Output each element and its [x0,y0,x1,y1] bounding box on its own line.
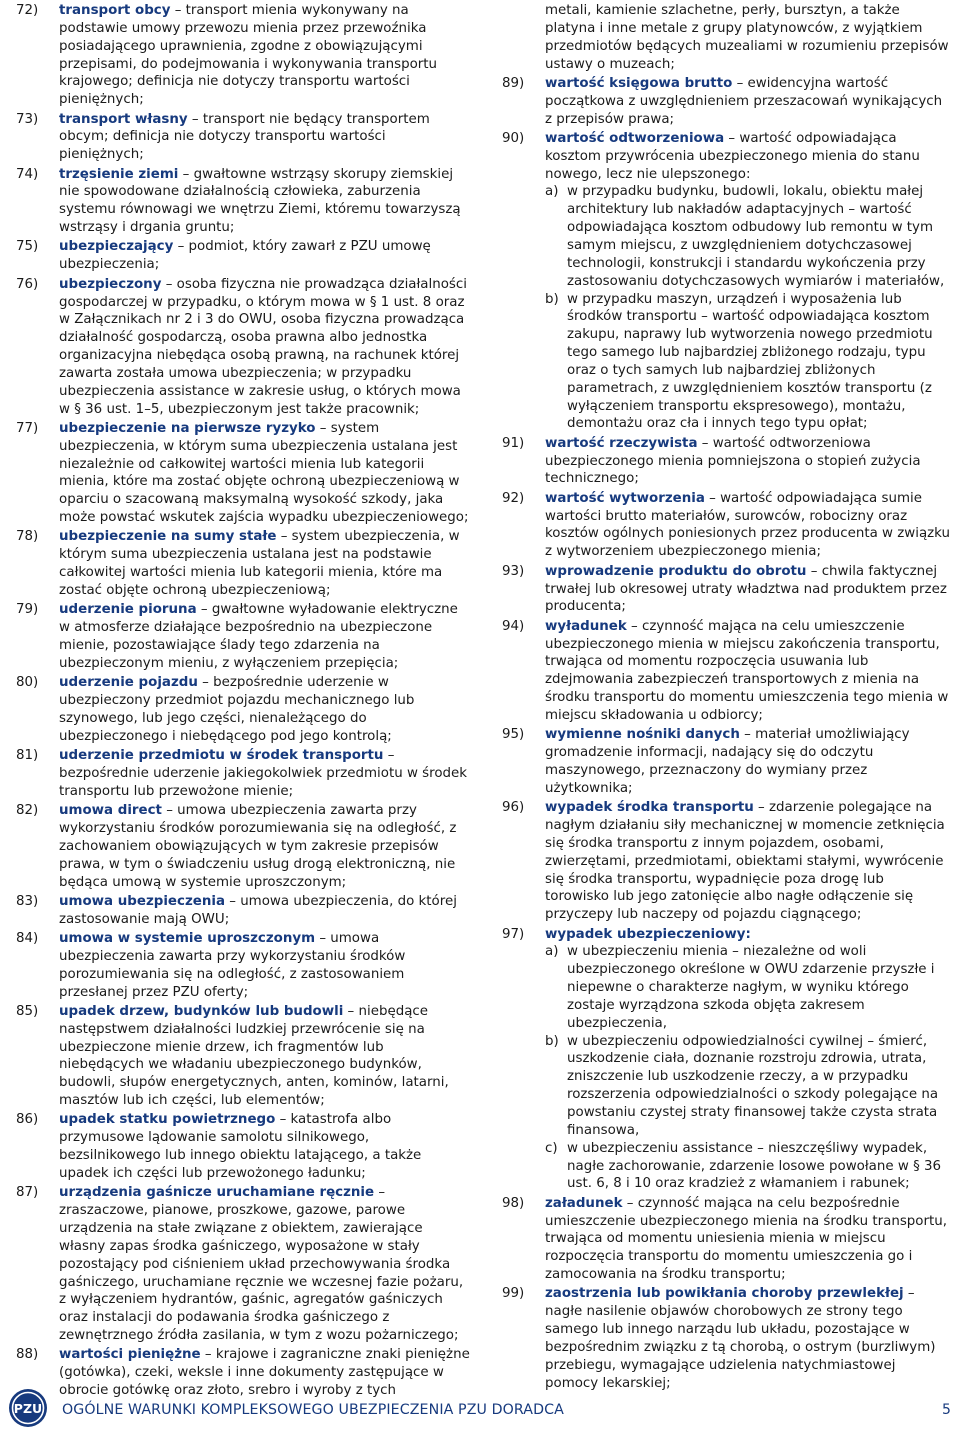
definition-number: 79) [16,602,39,618]
subitem-text: w ubezpieczeniu assistance – nieszczęśliwy wypadek, nagłe zachorowanie, zdarzenie losowe powołane w § 36 ust. 6, 8 i 10 oraz kradzież z włamaniem i rabunek; [567,1140,942,1192]
definition-term: zaostrzenia lub powikłania choroby przewlekłej [545,1286,904,1302]
definition-item [502,726,952,797]
definition-text: – wartość odpowiadająca sumie wartości brutto materiałów, surowców, robocizny oraz kosztów ogólnych poniesionych przez producenta w związku z wytworzeniem ubezpieczonego mienia; [545,490,951,560]
definition-item [16,420,472,527]
definition-text: – katastrofa albo przymusowe lądowanie samolotu silnikowego, bezsilnikowego lub innego obiektu latającego, a także upadek ich części lub przewożonego ładunku; [59,1112,422,1181]
subitem-label: a) [545,184,559,200]
definition-term: wartości pieniężne [59,1347,201,1363]
footer-title: OGÓLNE WARUNKI KOMPLEKSOWEGO UBEZPIECZENIA PZU DORADCA [62,1402,564,1418]
definition-number: 78) [16,529,39,545]
definition-number: 87) [16,1185,39,1201]
definition-text: – wartość odpowiadająca kosztom przywrócenia ubezpieczonego mienia do stanu nowego, lecz nie ulepszonego: [545,130,920,182]
definition-item [16,747,472,801]
definition-term: wypadek środka transportu [545,800,754,816]
definition-item [16,893,472,929]
definition-term: umowa direct [59,803,162,819]
definition-item [502,435,952,489]
definition-text: – niebędące następstwem działalności ludzkiej przewrócenie się na ubezpieczone mienie drzew, ich fragmentów lub niebędących we władaniu ubezpieczonego budynków, budowli, słupów energetycznych, anten, kominów, latarni, masztów lub ich części, lub elementów; [59,1003,449,1109]
definition-number: 72) [16,3,39,18]
definition-term: upadek statku powietrznego [59,1112,276,1128]
definition-text: – umowa ubezpieczenia zawarta przy wykorzystaniu środków porozumiewania się na odległość, z zastosowaniem przesłanej przez PZU oferty; [59,931,406,1000]
definition-text: – nagłe nasilenie objawów chorobowych ze strony tego samego lub innego narządu lub układu, pozostające w bezpośrednim związku z tą chorobą, o ostrym (burzliwym) przebiegu, wymagające udzielenia natychmiastowej pomocy lekarskiej; [545,1286,936,1391]
definition-number: 89) [502,75,525,91]
definition-item [502,75,952,129]
continued-text: metali, kamienie szlachetne, perły, bursztyn, a także platyna i inne metale z grupy platynowców, z wyjątkiem przedmiotów będących muzealiami w rozumieniu przepisów ustawy o muzeach; [545,3,949,72]
definition-term: wyładunek [545,618,627,634]
definition-subitem [545,291,952,434]
definition-term: uderzenie pioruna [59,602,197,618]
definition-number: 86) [16,1112,39,1128]
definition-item [16,1111,472,1182]
definition-number: 98) [502,1195,525,1211]
definition-number: 75) [16,239,39,255]
definition-term: wartość odtworzeniowa [545,130,725,146]
definition-text: – czynność mająca na celu umieszczenie ubezpieczonego mienia w miejscu zakończenia transportu, trwająca od momentu rozpoczęcia usuwania lub zdejmowania zabezpieczeń transportowych z mienia na środku transportu do momentu umieszczenia tego mienia w miejscu składowania u odbiorcy; [545,618,949,723]
right-column [502,2,952,1394]
definition-item [16,1184,472,1345]
definition-text: – gwałtowne wyładowanie elektryczne w atmosferze działające bezpośrednio na ubezpieczone mienie, pozostawiające ślady tego zdarzenia na ubezpieczonym mieniu, z wyłączeniem przepięcia; [59,602,458,671]
subitem-label: a) [545,944,559,960]
definition-number: 85) [16,1003,39,1019]
definition-item [502,1195,952,1284]
subitem-text: w ubezpieczeniu mienia – niezależne od woli ubezpieczonego określone w OWU zdarzenie przyszłe i niepewne o charakterze nagłym, w wyniku którego zostaje wyrządzona szkoda objęta zakresem ubezpieczenia, [567,944,935,1031]
definition-item [502,618,952,725]
definition-number: 83) [16,893,39,909]
definition-item [502,1285,952,1392]
definition-term: wymienne nośniki danych [545,727,740,743]
definition-term: wartość wytworzenia [545,490,705,506]
definition-text: – bezpośrednie uderzenie jakiegokolwiek przedmiotu w środek transportu lub przewożone mienie; [59,748,468,799]
definition-item [502,926,952,1194]
definition-number: 77) [16,420,39,436]
definition-term: umowa w systemie uproszczonym [59,931,316,947]
definition-subitem [545,943,952,1032]
definition-item [16,601,472,672]
definition-text: – zdarzenie polegające na nagłym działaniu siły mechanicznej w momencie zetknięcia się środka transportu z innym pojazdem, osobami, zwierzętami, przedmiotami, obiektami stałymi, wywrócenie się środka transportu, wypadnięcie poza drogę lub torowisko lub jego zatonięcie albo nagłe odłączenie się przyczepy lub naczepy od pojazdu ciągnącego; [545,800,945,923]
definition-text: – transport nie będący transportem obcym; definicja nie dotyczy transportu wartości pieniężnych; [59,111,430,163]
definition-item [502,799,952,924]
definition-text: – krajowe i zagraniczne znaki pieniężne (gotówka), czeki, weksle i inne dokumenty zastępujące w obrocie gotówkę oraz złoto, srebro i wyroby z tych [59,1347,470,1399]
definition-number: 93) [502,563,525,579]
subitem-text: w przypadku maszyn, urządzeń i wyposażenia lub środków transportu – wartość odpowiadająca kosztom zakupu, naprawy lub wytworzenia nowego przedmiotu tego samego lub najbardziej zbliżonego rodzaju, typu oraz o tych samych lub najbardziej zbliżonych parametrach, z uwzględnieniem kosztów transportu (z wyłączeniem transportu ekspresowego), montażu, demontażu oraz cła i innych tego typu opłat; [567,291,933,432]
definition-text: – transport mienia wykonywany na podstawie umowy przewozu mienia przez przewoźnika posiadającego uprawnienia, zgodne z obowiązującymi przepisami, do podejmowania i wykonywania transportu krajowego; definicja nie dotyczy transportu wartości pieniężnych; [59,3,438,108]
definition-term: transport obcy [59,3,171,18]
subitem-label: b) [545,1033,559,1049]
definition-term: ubezpieczony [59,276,162,292]
definition-text: – ewidencyjna wartość początkowa z uwzględnieniem przeszacowań wynikających z przepisów prawa; [545,75,943,127]
definition-text: – umowa ubezpieczenia, do której zastosowanie mają OWU; [59,893,457,927]
definition-number: 74) [16,166,39,182]
definition-item [16,674,472,745]
definition-number: 95) [502,727,525,743]
definition-number: 76) [16,276,39,292]
subitem-text: w przypadku budynku, budowli, lokalu, obiektu małej architektury lub nakładów adaptacyjnych – wartość odpowiadająca kosztom odbudowy lub remontu w tym samym miejscu, z uwzględnieniem dotychczasowej technologii, konstrukcji i standardu wykończenia przy zastosowaniu dotychczasowych wymiarów i materiałów, [567,184,945,289]
definition-item [16,111,472,165]
page-number: 5 [942,1402,951,1418]
subitem-label: c) [545,1140,558,1156]
definition-text: – system ubezpieczenia, w którym suma ubezpieczenia ustalana jest na podstawie całkowitej wartości mienia lub kategorii mienia, które ma zostać objęte ochroną ubezpieczeniową; [59,529,460,598]
definition-term: upadek drzew, budynków lub budowli [59,1003,344,1019]
subitem-label: b) [545,291,559,307]
definition-number: 84) [16,931,39,947]
definition-number: 94) [502,618,525,634]
pzu-logo-icon [8,1388,48,1428]
definition-term: wartość rzeczywista [545,435,698,451]
definition-term: trzęsienie ziemi [59,166,179,182]
definition-text: – materiał umożliwiający gromadzenie informacji, nadający się do odczytu maszynowego, przeznaczony do wymiany przez użytkownika; [545,727,910,796]
definition-term: uderzenie pojazdu [59,675,198,691]
definition-item [502,490,952,561]
definition-term: ubezpieczający [59,239,174,255]
definition-term: ubezpieczenie na pierwsze ryzyko [59,420,316,436]
definition-text: – podmiot, który zawarł z PZU umowę ubezpieczenia; [59,239,431,273]
definition-text: – gwałtowne wstrząsy skorupy ziemskiej nie spowodowane działalnością człowieka, zaburzenia systemu równowagi we wnętrzu Ziemi, któremu towarzyszą wstrząsy i drgania gruntu; [59,166,461,236]
definition-text: – umowa ubezpieczenia zawarta przy wykorzystaniu środków porozumiewania się na odległość, z zachowaniem obowiązujących w tym zakresie przepisów prawa, w tym o świadczeniu usług drogą elektroniczną, nie będąca umową w systemie uproszczonym; [59,803,457,890]
definition-number: 88) [16,1347,39,1363]
definition-item [16,238,472,274]
definition-number: 73) [16,111,39,127]
definition-term: wprowadzenie produktu do obrotu [545,563,807,579]
definition-item [502,130,952,433]
definition-text: – wartość odtworzeniowa ubezpieczonego mienia pomniejszona o stopień zużycia technicznego; [545,435,921,487]
definition-text: – chwila faktycznej trwałej lub okresowej utraty władztwa nad produktem przez producenta; [545,563,947,615]
definition-number: 91) [502,435,525,451]
definition-item [16,166,472,237]
definition-item [16,1003,472,1110]
definition-item [16,276,472,419]
definition-item [16,2,472,109]
left-column [16,2,472,1401]
definition-number: 96) [502,800,525,816]
definition-number: 90) [502,130,525,146]
definition-number: 81) [16,748,39,764]
definition-item [16,528,472,599]
definition-number: 92) [502,490,525,506]
logo-lettering: PZU [13,1401,43,1416]
definition-number: 82) [16,803,39,819]
definition-term: transport własny [59,111,188,127]
definition-term: załadunek [545,1195,623,1211]
definition-text: – bezpośrednie uderzenie w ubezpieczony przedmiot pojazdu mechanicznego lub szynowego, lub jego części, nienależącego do ubezpieczonego i niebędącego pod jego kontrolą; [59,675,415,744]
definition-subitem [545,1140,952,1194]
definition-item [502,563,952,617]
definition-number: 97) [502,926,525,942]
definition-term: uderzenie przedmiotu w środek transportu [59,748,384,764]
definition-text: – osoba fizyczna nie prowadząca działalności gospodarczej w przypadku, o którym mowa w § 1 ust. 8 oraz w Załącznikach nr 2 i 3 do OWU, osoba fizyczna prowadząca działalność gospodarczą, osoba prawna albo jednostka organizacyjna niebędąca osobą prawną, na rachunek której zawarta została umowa ubezpieczenia; w przypadku ubezpieczenia assistance w zakresie usług, o których mowa w § 36 ust. 1–5, ubezpieczonym jest także pracownik; [59,276,467,417]
definition-subitem [545,1033,952,1140]
definition-term: wypadek ubezpieczeniowy: [545,926,751,942]
definition-item [16,802,472,891]
definition-term: urządzenia gaśnicze uruchamiane ręcznie [59,1185,375,1201]
definition-term: umowa ubezpieczenia [59,893,225,909]
definition-number: 99) [502,1286,525,1302]
definition-item [16,930,472,1001]
subitem-text: w ubezpieczeniu odpowiedzialności cywilnej – śmierć, uszkodzenie ciała, doznanie rozstroju zdrowia, utrata, zniszczenie lub uszkodzenie rzeczy, a w przypadku rozszerzenia odpowiedzialności o szkody polegające na powstaniu czystej straty finansowej także czysta strata finansowa, [567,1033,939,1138]
definition-term: wartość księgowa brutto [545,75,733,91]
definition-text: – czynność mająca na celu bezpośrednie umieszczenie ubezpieczonego mienia na środku transportu, trwająca od momentu uniesienia mienia w miejscu rozpoczęcia transportu do momentu umieszczenia go i zamocowania na środku transportu; [545,1195,947,1283]
definition-subitem [545,183,952,290]
definition-term: ubezpieczenie na sumy stałe [59,529,277,545]
page-footer [0,1384,960,1434]
definition-text: – system ubezpieczenia, w którym suma ubezpieczenia ustalana jest niezależnie od całkowitej wartości mienia lub kategorii mienia, które ma zostać objęte ochroną ubezpieczeniową w oparciu o szacowaną maksymalną wysokość szkody, jaka może powstać wskutek zajścia wypadku ubezpieczeniowego; [59,420,469,526]
definition-number: 80) [16,675,39,691]
definition-text: – zraszaczowe, pianowe, proszkowe, gazowe, parowe urządzenia na stałe związane z obiektem, zawierające własny zapas środka gaśniczego, wyposażone w stały pozostający pod ciśnieniem układ przechowywania środka gaśniczego, uruchamiane ręcznie we wczesnej fazie pożaru, z wyłączeniem hydrantów, gaśnic, agregatów gaśniczych oraz instalacji do podawania środka gaśniczego z zewnętrznego źródła zasilania, w tym z wozu pożarniczego; [59,1185,464,1344]
